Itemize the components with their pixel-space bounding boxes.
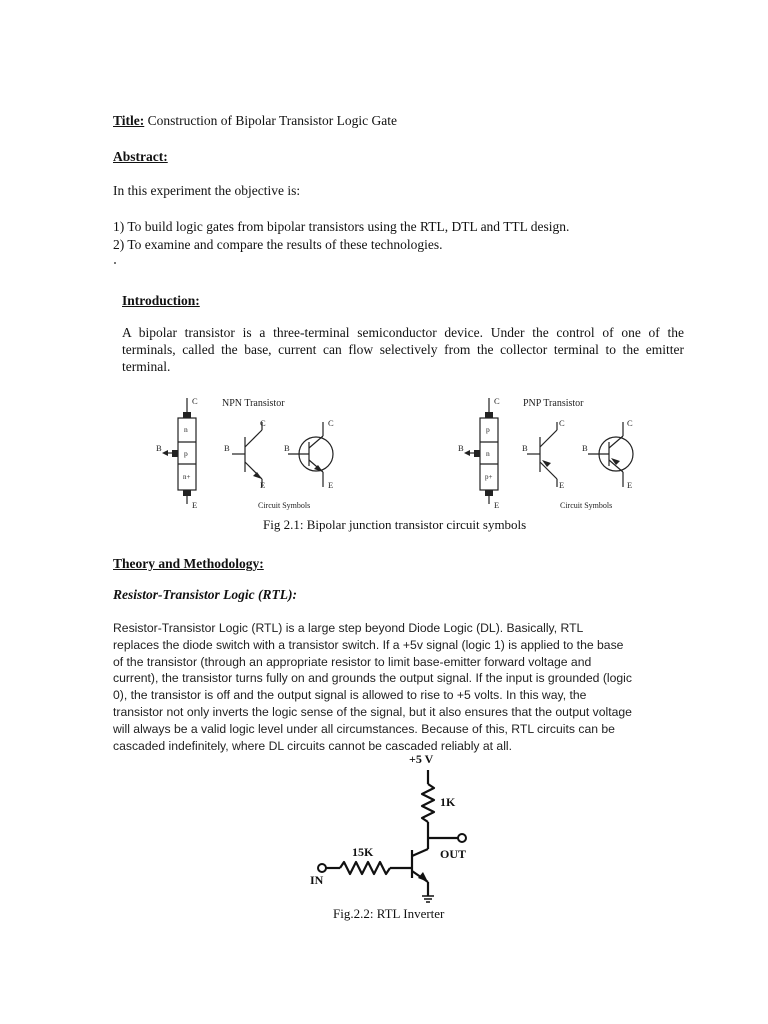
npn-circle-b: B <box>284 443 290 453</box>
intro-line-2: terminals, called the base, current can flow selectively from the collector terminal to the emitter <box>122 342 684 357</box>
introduction-paragraph <box>122 324 684 375</box>
npn-symbol-b: B <box>224 443 230 453</box>
objective-item-2: 2) To examine and compare the results of these technologies. <box>113 237 443 252</box>
stray-mark <box>114 262 116 264</box>
npn-symbol-c: C <box>260 418 266 428</box>
pnp-structure-e: E <box>494 500 500 510</box>
npn-circle-c: C <box>328 418 334 428</box>
rtl-line-5: 0), the transistor is off and the output signal is allowed to rise to +5 volts. In this way, the <box>113 688 587 703</box>
abstract-heading: Abstract: <box>113 149 168 164</box>
rtl-line-8: cascaded indefinitely, where DL circuits cannot be cascaded reliably at all. <box>113 738 513 753</box>
theory-heading: Theory and Methodology: <box>113 556 264 571</box>
rtl-line-1: Resistor-Transistor Logic (RTL) is a large step beyond Diode Logic (DL). Basically, RTL <box>113 621 584 635</box>
title-text: Construction of Bipolar Transistor Logic Gate <box>144 113 397 128</box>
npn-structure-c: C <box>192 396 198 406</box>
figure-rtl-inverter <box>300 750 490 925</box>
title-label: Title: <box>113 113 145 128</box>
npn-symbol-e: E <box>260 480 266 490</box>
intro-line-3: terminal. <box>122 359 171 374</box>
npn-circle-e: E <box>328 480 334 490</box>
pnp-structure-c: C <box>494 396 500 406</box>
npn-layer-2: p <box>184 449 188 458</box>
collector-resistor-label: 1K <box>440 795 456 809</box>
npn-structure-b: B <box>156 443 162 453</box>
pnp-layer-1: p <box>486 425 490 434</box>
npn-circuit-symbols: Circuit Symbols <box>258 501 311 510</box>
abstract-intro: In this experiment the objective is: <box>113 183 301 198</box>
document-title <box>113 112 397 130</box>
rtl-paragraph <box>113 620 658 754</box>
rtl-line-6: transistor not only inverts the logic sense of the signal, but it also ensures that the output voltage <box>113 704 632 719</box>
pnp-symbol-b: B <box>522 443 528 453</box>
pnp-circle-c: C <box>627 418 633 428</box>
npn-layer-3: n+ <box>183 473 191 481</box>
npn-title: NPN Transistor <box>222 398 285 409</box>
introduction-heading: Introduction: <box>122 293 200 308</box>
pnp-circle-b: B <box>582 443 588 453</box>
figure-bjt-symbols <box>150 392 680 517</box>
pnp-circle-e: E <box>627 480 633 490</box>
pnp-circuit-symbols: Circuit Symbols <box>560 501 613 510</box>
intro-line-1: A bipolar transistor is a three-terminal semiconductor device. Under the control of one of the <box>122 325 684 340</box>
rtl-heading: Resistor-Transistor Logic (RTL): <box>113 587 297 602</box>
rtl-line-7: will always be a valid logic level under all circumstances. Because of this, RTL circuits can be <box>113 721 615 736</box>
figure1-caption: Fig 2.1: Bipolar junction transistor circuit symbols <box>263 517 527 532</box>
out-label: OUT <box>440 847 467 861</box>
figure2-caption: Fig.2.2: RTL Inverter <box>333 906 445 921</box>
rtl-line-3: of the transistor (through an appropriate resistor to limit base-emitter forward voltage and <box>113 654 592 669</box>
vcc-label: +5 V <box>409 752 434 766</box>
objective-item-1: 1) To build logic gates from bipolar transistors using the RTL, DTL and TTL design. <box>113 219 570 234</box>
pnp-structure-b: B <box>458 443 464 453</box>
pnp-layer-3: p+ <box>485 473 493 481</box>
pnp-layer-2: n <box>486 449 490 458</box>
in-label: IN <box>310 873 324 887</box>
pnp-symbol-c: C <box>559 418 565 428</box>
pnp-symbol-e: E <box>559 480 565 490</box>
pnp-title: PNP Transistor <box>523 398 584 409</box>
npn-layer-1: n <box>184 425 188 434</box>
base-resistor-label: 15K <box>352 845 374 859</box>
npn-structure-e: E <box>192 500 198 510</box>
rtl-line-2: replaces the diode switch with a transistor switch. If a +5v signal (logic 1) is applied to the base <box>113 637 624 652</box>
rtl-line-4: current), the transistor turns fully on and grounds the output signal. If the input is grounded (logic <box>113 671 632 686</box>
